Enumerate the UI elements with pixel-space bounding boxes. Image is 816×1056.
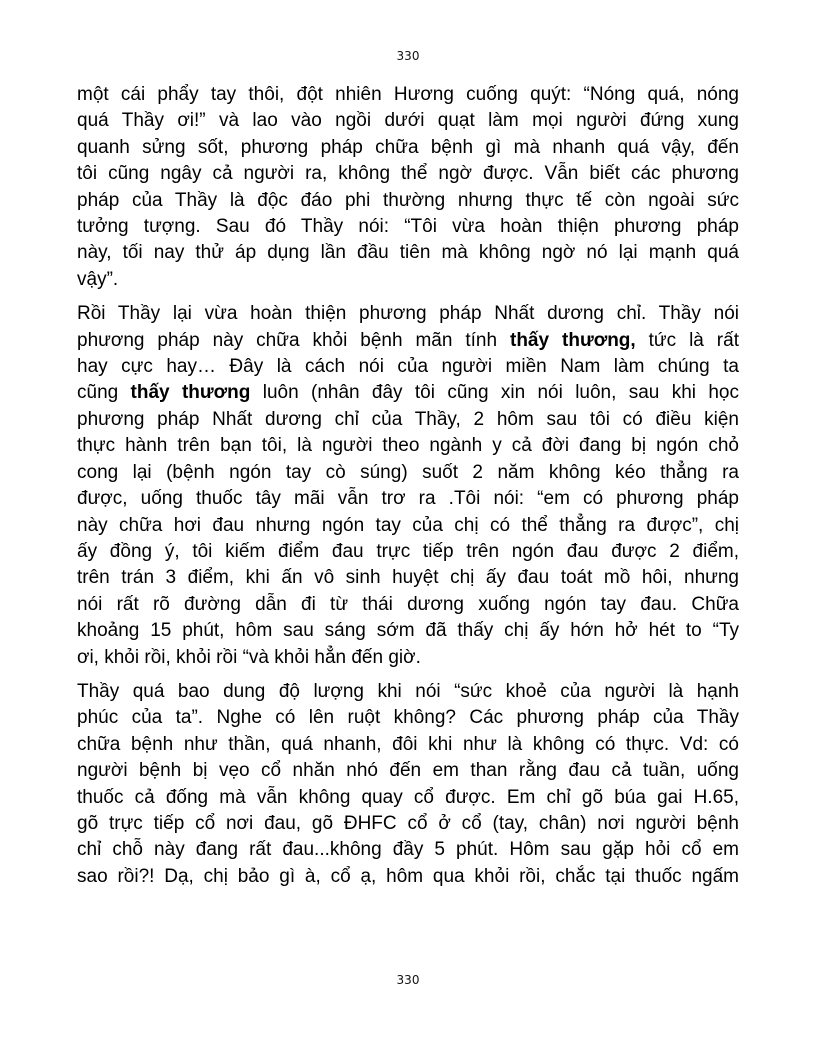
text-run: tức là rất <box>635 329 739 351</box>
text-line: cong lại (bệnh ngón tay cò súng) suốt 2 năm không kéo thẳng ra <box>77 461 739 483</box>
text-line: thuốc cả đống mà vẫn không quay cổ được. Em chỉ gõ búa gai H.65, <box>77 786 739 808</box>
text-line: Thầy quá bao dung độ lượng khi nói “sức khoẻ của người là hạnh <box>77 680 739 702</box>
bold-phrase: thấy thương <box>130 382 251 404</box>
text-line: chỉ chỗ này đang rất đau...không đầy 5 phút. Hôm sau gặp hỏi cổ em <box>77 839 739 861</box>
text-line: hay cực hay… Đây là cách nói của người miền Nam làm chúng ta <box>77 356 739 378</box>
text-line: ơi, khỏi rồi, khỏi rồi “và khỏi hẳn đến giờ. <box>77 646 421 668</box>
bold-phrase: thấy thương, <box>510 329 636 351</box>
text-line: phúc của ta”. Nghe có lên ruột không? Các phương pháp của Thầy <box>77 707 739 729</box>
page-number-bottom: 330 <box>396 973 420 987</box>
text-line: gõ trực tiếp cổ nơi đau, gõ ĐHFC cổ ở cổ (tay, chân) nơi người bệnh <box>77 812 739 834</box>
text-line: nói rất rõ đường dẫn đi từ thái dương xuống ngón tay đau. Chữa <box>77 593 739 615</box>
text-line: pháp của Thầy là độc đáo phi thường nhưng thực tế còn ngoài sức <box>77 189 739 211</box>
text-line: trên trán 3 điểm, khi ấn vô sinh huyệt chị ấy đau toát mồ hôi, nhưng <box>77 567 739 589</box>
paragraph-1 <box>77 82 739 293</box>
text-line: được, uống thuốc tây mãi vẫn trơ ra .Tôi nói: “em có phương pháp <box>77 488 739 510</box>
text-line: sao rồi?! Dạ, chị bảo gì à, cổ ạ, hôm qua khỏi rồi, chắc tại thuốc ngấm <box>77 865 739 887</box>
text-line: tôi cũng ngây cả người ra, không thể ngờ được. Vẫn biết các phương <box>77 163 739 185</box>
text-line: này chữa hơi đau nhưng ngón tay của chị có thể thẳng ra được”, chị <box>77 514 739 536</box>
text-run: luôn (nhân đây tôi cũng xin nói luôn, sau khi học <box>250 382 739 404</box>
text-line: thực hành trên bạn tôi, là người theo ngành y cả đời đang bị ngón chỏ <box>77 435 739 457</box>
text-line <box>77 328 739 354</box>
text-line: quanh sửng sốt, phương pháp chữa bệnh gì mà nhanh quá vậy, đến <box>77 136 739 158</box>
text-line: tưởng tượng. Sau đó Thầy nói: “Tôi vừa hoàn thiện phương pháp <box>77 216 739 238</box>
text-line: phương pháp Nhất dương chỉ của Thầy, 2 hôm sau tôi có điều kiện <box>77 408 739 430</box>
text-line <box>77 380 739 406</box>
text-run: phương pháp này chữa khỏi bệnh mãn tính <box>77 329 510 351</box>
paragraph-2 <box>77 301 739 671</box>
text-line: vậy”. <box>77 268 119 290</box>
text-line: một cái phẩy tay thôi, đột nhiên Hương cuống quýt: “Nóng quá, nóng <box>77 84 739 105</box>
page-body <box>77 82 739 898</box>
text-line: ấy đồng ý, tôi kiếm điểm đau trực tiếp trên ngón đau được 2 điểm, <box>77 540 739 562</box>
text-line: quá Thầy ơi!” và lao vào ngồi dưới quạt làm mọi người đứng xung <box>77 110 739 132</box>
paragraph-3 <box>77 679 739 890</box>
text-run: cũng <box>77 382 131 404</box>
text-line: chữa bệnh như thần, quá nhanh, đôi khi như là không có thực. Vd: có <box>77 733 739 755</box>
text-line: này, tối nay thử áp dụng lần đầu tiên mà không ngờ nó lại mạnh quá <box>77 242 739 264</box>
text-line: người bệnh bị vẹo cổ nhăn nhó đến em than rằng đau cả tuần, uống <box>77 760 739 782</box>
text-line: khoảng 15 phút, hôm sau sáng sớm đã thấy chị ấy hớn hở hét to “Ty <box>77 620 739 642</box>
page-number-top: 330 <box>396 49 420 63</box>
text-line: Rồi Thầy lại vừa hoàn thiện phương pháp Nhất dương chỉ. Thầy nói <box>77 303 739 325</box>
